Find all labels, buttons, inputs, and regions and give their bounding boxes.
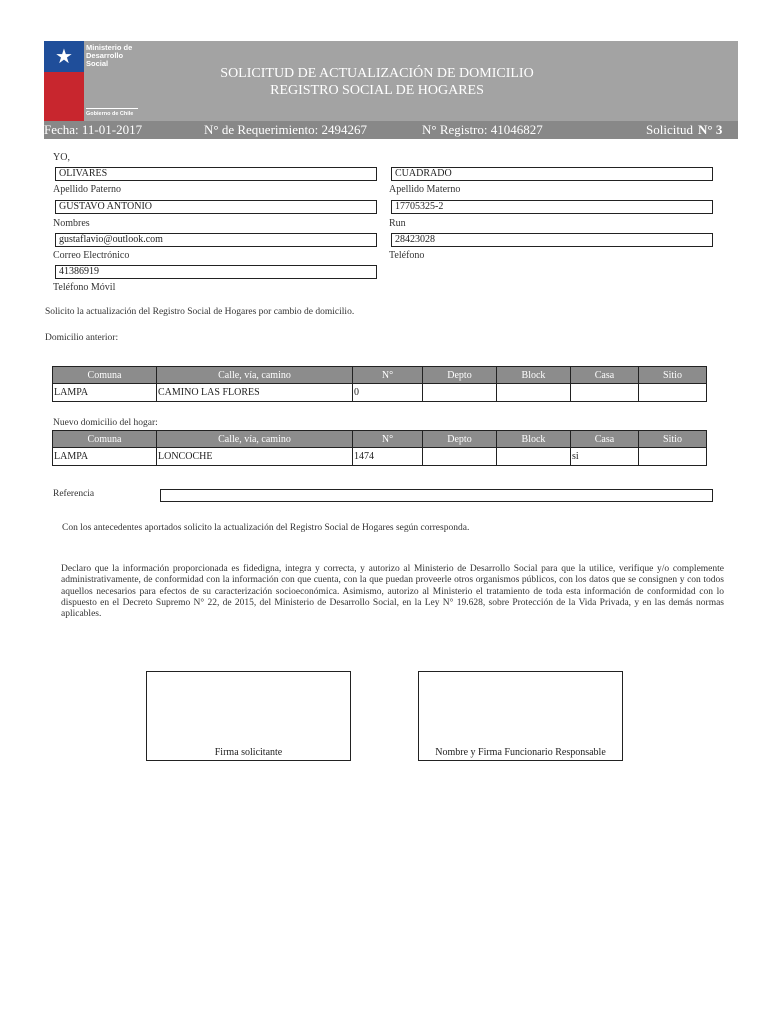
telefono-movil-label: Teléfono Móvil [53,282,116,293]
apellido-materno-field[interactable]: CUADRADO [391,167,713,181]
firma-funcionario-box[interactable] [418,671,623,761]
column-header: Comuna [53,367,157,384]
requerimiento-number: N° de Requerimiento: 2494267 [204,122,367,137]
column-header: Comuna [53,431,157,448]
depto-cell[interactable] [423,384,497,402]
declaracion-text: Declaro que la información proporcionada es fidedigna, integra y correcta, y autorizo al Ministerio de Desarrollo Social para que la utilice, verifique y/o complemente administrativamente, de conformidad con la información con que cuenta, con la que puedan proveerle otros organismos públicos, con los datos que se consignen y con todos aquellos necesarios para efectos de su caracterización socioeconómica. Asimismo, autorizo al Ministerio el tratamiento de toda esta información de conformidad con lo dispuesto en el Decreto Supremo N° 22, de 2015, del Ministerio de Desarrollo Social, en la Ley N° 19.628, sobre Protección de la Vida Privada, y en las demás normas aplicables. [61,564,724,620]
column-header: Block [497,431,571,448]
column-header: Sitio [639,431,707,448]
nuevo-domicilio-label: Nuevo domicilio del hogar: [53,418,158,428]
column-header: Casa [571,431,639,448]
logo-divider [86,108,138,109]
column-header: N° [353,431,423,448]
firma-solicitante-label: Firma solicitante [214,747,283,758]
government-label: Gobierno de Chile [86,111,134,117]
apellido-materno-label: Apellido Materno [389,184,461,195]
column-header: Sitio [639,367,707,384]
solicitud-number: N° 3 [698,122,723,137]
casa-cell[interactable] [571,384,639,402]
depto-cell[interactable] [423,448,497,466]
comuna-cell[interactable]: LAMPA [53,448,157,466]
comuna-cell[interactable]: LAMPA [53,384,157,402]
column-header: Depto [423,431,497,448]
solicitud-label: Solicitud [646,122,693,137]
yo-label: YO, [53,152,70,163]
numero-cell[interactable]: 1474 [353,448,423,466]
firma-solicitante-box[interactable] [146,671,351,761]
registro-number: N° Registro: 41046827 [422,122,543,137]
column-header: Calle, vía, camino [157,431,353,448]
telefono-movil-field[interactable]: 41386919 [55,265,377,279]
antecedentes-text: Con los antecedentes aportados solicito la actualización del Registro Social de Hogares según corresponda. [62,523,470,533]
column-header: Block [497,367,571,384]
firma-funcionario-label: Nombre y Firma Funcionario Responsable [435,747,606,758]
correo-label: Correo Electrónico [53,250,130,261]
apellido-paterno-label: Apellido Paterno [53,184,122,195]
document-subtitle: REGISTRO SOCIAL DE HOGARES [270,83,484,98]
fecha: Fecha: 11-01-2017 [44,122,143,137]
telefono-field[interactable]: 28423028 [391,233,713,247]
sitio-cell[interactable] [639,448,707,466]
column-header: Calle, vía, camino [157,367,353,384]
table-row [53,448,707,466]
referencia-label: Referencia [53,489,95,499]
nombres-label: Nombres [53,218,90,229]
block-cell[interactable] [497,384,571,402]
table-row [53,384,707,402]
column-header: N° [353,367,423,384]
nuevo-domicilio-table [52,430,707,466]
document-title: SOLICITUD DE ACTUALIZACIÓN DE DOMICILIO [220,66,534,81]
column-header: Casa [571,367,639,384]
telefono-label: Teléfono [389,250,425,261]
coat-of-arms-icon: ★ [55,46,73,68]
calle-cell[interactable]: LONCOCHE [157,448,353,466]
block-cell[interactable] [497,448,571,466]
correo-field[interactable]: gustaflavio@outlook.com [55,233,377,247]
sitio-cell[interactable] [639,384,707,402]
run-field[interactable]: 17705325-2 [391,200,713,214]
referencia-field[interactable] [160,489,713,502]
run-label: Run [389,218,406,229]
table-header-row [53,367,707,384]
numero-cell[interactable]: 0 [353,384,423,402]
chile-government-logo [44,41,84,121]
ministry-name: Ministerio de Desarrollo Social [86,43,133,68]
domicilio-anterior-label: Domicilio anterior: [45,333,119,343]
solicito-text: Solicito la actualización del Registro Social de Hogares por cambio de domicilio. [45,307,355,317]
apellido-paterno-field[interactable]: OLIVARES [55,167,377,181]
info-bar [44,121,738,139]
column-header: Depto [423,367,497,384]
calle-cell[interactable]: CAMINO LAS FLORES [157,384,353,402]
casa-cell[interactable]: si [571,448,639,466]
table-header-row [53,431,707,448]
nombres-field[interactable]: GUSTAVO ANTONIO [55,200,377,214]
domicilio-anterior-table [52,366,707,402]
